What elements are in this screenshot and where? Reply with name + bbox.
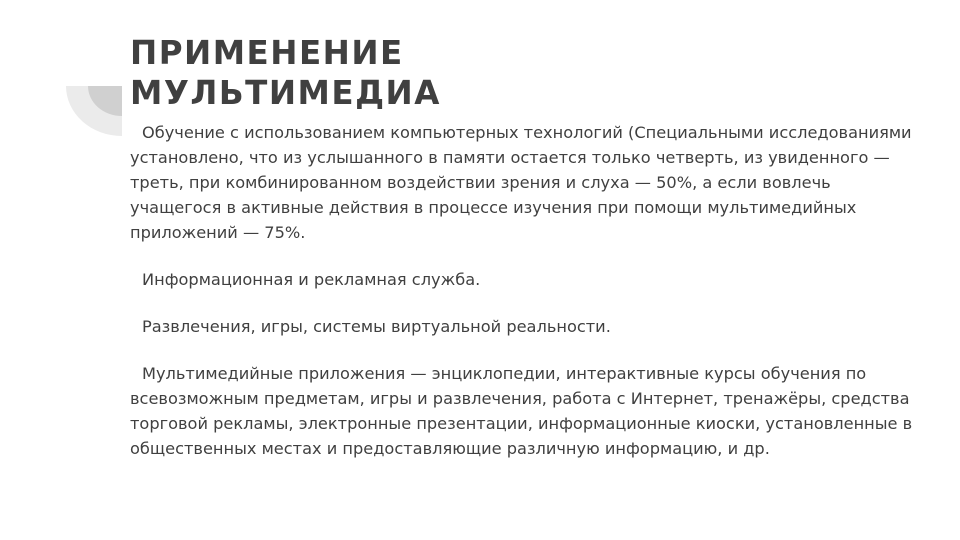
decorative-arc-shape (66, 86, 122, 136)
paragraph-information-service: Информационная и рекламная служба. (142, 270, 481, 289)
title-line-2: МУЛЬТИМЕДИА (130, 74, 441, 112)
paragraph-education: Обучение с использованием компьютерных технологий (Специальными исследованиями установлено, что из услышанного в памяти остается только четверть, из увиденного — треть, при комбинированном воздействии зрения и слуха — 50%, а если вовлечь учащегося в активные действия в процессе изучения при помощи мультимедийных приложений — 75%. (130, 123, 912, 242)
slide-body (130, 120, 920, 461)
slide-title (130, 33, 890, 113)
paragraph-entertainment: Развлечения, игры, системы виртуальной реальности. (142, 317, 611, 336)
paragraph-multimedia-applications: Мультимедийные приложения — энциклопедии, интерактивные курсы обучения по всевозможным предметам, игры и развлечения, работа с Интернет, тренажёры, средства торговой рекламы, электронные презентации, информационные киоски, установленные в общественных местах и предоставляющие различную информацию, и др. (130, 364, 913, 458)
title-line-1: ПРИМЕНЕНИЕ (130, 34, 404, 72)
